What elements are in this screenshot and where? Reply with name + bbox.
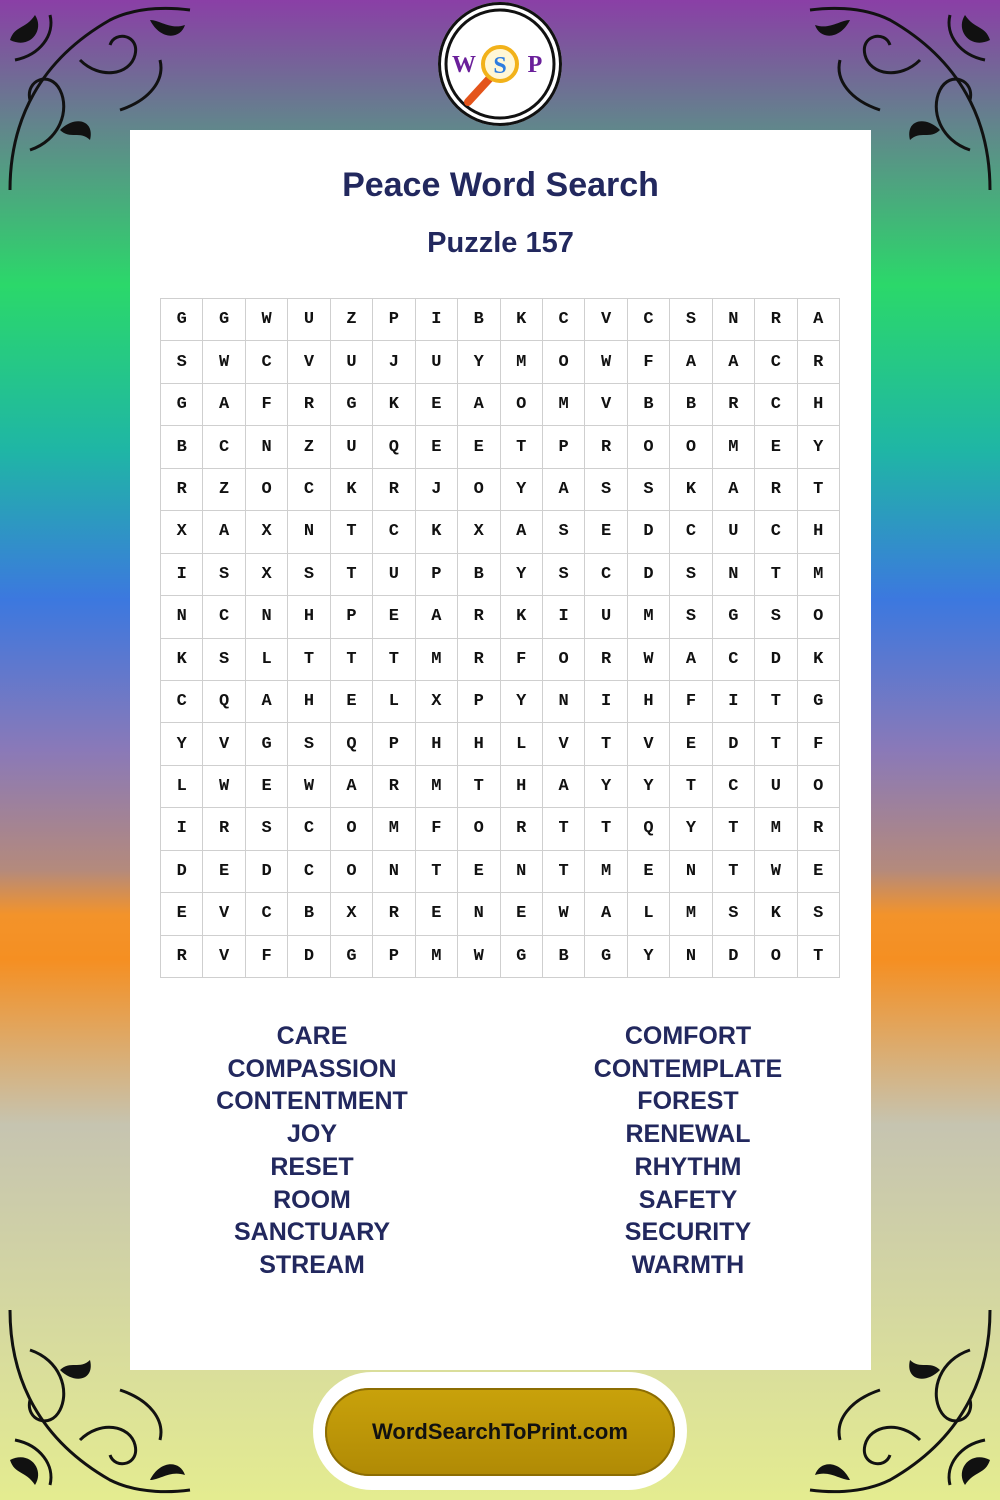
grid-cell[interactable]: T (458, 766, 500, 808)
grid-cell[interactable]: S (670, 596, 712, 638)
grid-cell[interactable]: U (288, 299, 330, 341)
grid-cell[interactable]: V (203, 893, 245, 935)
grid-cell[interactable]: V (628, 723, 670, 765)
grid-cell[interactable]: B (628, 384, 670, 426)
grid-cell[interactable]: L (628, 893, 670, 935)
grid-cell[interactable]: O (798, 766, 840, 808)
grid-cell[interactable]: N (670, 936, 712, 978)
word-item: FOREST (637, 1087, 739, 1116)
grid-cell[interactable]: T (543, 851, 585, 893)
grid-cell[interactable]: M (416, 639, 458, 681)
grid-cell[interactable]: X (246, 554, 288, 596)
grid-cell[interactable]: G (331, 936, 373, 978)
grid-cell[interactable]: Q (628, 808, 670, 850)
grid-cell[interactable]: O (331, 808, 373, 850)
grid-cell[interactable]: U (373, 554, 415, 596)
wsp-logo (438, 2, 562, 126)
grid-cell[interactable]: E (246, 766, 288, 808)
grid-cell[interactable]: W (246, 299, 288, 341)
grid-cell[interactable]: V (585, 384, 627, 426)
grid-cell[interactable]: M (416, 936, 458, 978)
logo-letter: W (452, 52, 476, 78)
grid-cell[interactable]: Y (628, 766, 670, 808)
grid-cell[interactable]: N (458, 893, 500, 935)
grid-cell[interactable]: S (543, 554, 585, 596)
grid-cell[interactable]: I (713, 681, 755, 723)
word-list-right (538, 1020, 838, 1282)
grid-cell[interactable]: H (501, 766, 543, 808)
grid-cell[interactable]: S (203, 639, 245, 681)
grid-cell[interactable]: G (585, 936, 627, 978)
grid-cell[interactable]: C (755, 511, 797, 553)
grid-cell[interactable]: O (331, 851, 373, 893)
grid-cell[interactable]: T (713, 851, 755, 893)
word-item: JOY (286, 1120, 338, 1149)
grid-cell[interactable]: Y (501, 469, 543, 511)
grid-cell[interactable]: U (713, 511, 755, 553)
grid-cell[interactable]: K (373, 384, 415, 426)
grid-cell[interactable]: K (416, 511, 458, 553)
grid-cell[interactable]: Y (670, 808, 712, 850)
grid-cell[interactable]: M (713, 426, 755, 468)
grid-cell[interactable]: R (161, 936, 203, 978)
word-item: SAFETY (638, 1185, 738, 1214)
grid-cell[interactable]: S (203, 554, 245, 596)
grid-cell[interactable]: M (416, 766, 458, 808)
grid-cell[interactable]: E (798, 851, 840, 893)
grid-cell[interactable]: H (288, 681, 330, 723)
grid-cell[interactable]: C (288, 808, 330, 850)
grid-cell[interactable]: T (331, 639, 373, 681)
grid-cell[interactable]: H (458, 723, 500, 765)
grid-cell[interactable]: S (543, 511, 585, 553)
grid-cell[interactable]: E (416, 384, 458, 426)
grid-cell[interactable]: O (543, 639, 585, 681)
grid-cell[interactable]: G (246, 723, 288, 765)
grid-cell[interactable]: O (501, 384, 543, 426)
grid-cell[interactable]: O (543, 341, 585, 383)
grid-cell[interactable]: S (585, 469, 627, 511)
grid-cell[interactable]: W (628, 639, 670, 681)
grid-cell[interactable]: Q (331, 723, 373, 765)
grid-cell[interactable]: Y (798, 426, 840, 468)
grid-cell[interactable]: Q (203, 681, 245, 723)
grid-cell[interactable]: J (373, 341, 415, 383)
grid-cell[interactable]: Y (161, 723, 203, 765)
grid-cell[interactable]: S (246, 808, 288, 850)
grid-cell[interactable]: Y (585, 766, 627, 808)
grid-cell[interactable]: H (416, 723, 458, 765)
grid-cell[interactable]: S (713, 893, 755, 935)
grid-cell[interactable]: T (670, 766, 712, 808)
grid-cell[interactable]: U (331, 426, 373, 468)
grid-cell[interactable]: V (543, 723, 585, 765)
grid-cell[interactable]: A (246, 681, 288, 723)
grid-cell[interactable]: A (713, 341, 755, 383)
word-item: COMFORT (624, 1022, 752, 1050)
grid-cell[interactable]: O (755, 936, 797, 978)
grid-cell[interactable]: G (331, 384, 373, 426)
word-item: RESET (270, 1152, 354, 1181)
grid-cell[interactable]: P (331, 596, 373, 638)
grid-cell[interactable]: R (161, 469, 203, 511)
grid-cell[interactable]: S (670, 299, 712, 341)
grid-cell[interactable]: C (288, 469, 330, 511)
grid-cell[interactable]: C (246, 341, 288, 383)
grid-cell[interactable]: D (628, 511, 670, 553)
grid-cell[interactable]: F (798, 723, 840, 765)
grid-cell[interactable]: R (373, 766, 415, 808)
grid-cell[interactable]: S (161, 341, 203, 383)
grid-cell[interactable]: W (203, 766, 245, 808)
grid-cell[interactable]: N (246, 596, 288, 638)
grid-cell[interactable]: T (331, 554, 373, 596)
word-item: STREAM (259, 1250, 365, 1279)
grid-cell[interactable]: P (373, 723, 415, 765)
grid-cell[interactable]: T (755, 723, 797, 765)
grid-cell[interactable]: M (501, 341, 543, 383)
grid-cell[interactable]: Z (203, 469, 245, 511)
word-item: CONTENTMENT (216, 1087, 408, 1116)
grid-cell[interactable]: A (501, 511, 543, 553)
grid-cell[interactable]: D (755, 639, 797, 681)
grid-cell[interactable]: F (246, 936, 288, 978)
grid-cell[interactable]: V (203, 723, 245, 765)
grid-cell[interactable]: C (585, 554, 627, 596)
grid-cell[interactable]: Z (331, 299, 373, 341)
logo-letter: P (527, 52, 543, 78)
word-item: CARE (276, 1022, 348, 1050)
grid-cell[interactable]: M (373, 808, 415, 850)
grid-cell[interactable]: F (628, 341, 670, 383)
grid-cell[interactable]: R (373, 893, 415, 935)
website-link[interactable]: WordSearchToPrint.com (325, 1388, 675, 1476)
grid-cell[interactable]: N (373, 851, 415, 893)
grid-cell[interactable]: B (458, 299, 500, 341)
grid-cell[interactable]: Y (501, 554, 543, 596)
grid-cell[interactable]: C (373, 511, 415, 553)
grid-cell[interactable]: N (288, 511, 330, 553)
grid-cell[interactable]: A (203, 511, 245, 553)
grid-cell[interactable]: G (161, 384, 203, 426)
grid-cell[interactable]: E (416, 426, 458, 468)
grid-cell[interactable]: X (458, 511, 500, 553)
grid-cell[interactable]: E (670, 723, 712, 765)
grid-cell[interactable]: B (543, 936, 585, 978)
grid-cell[interactable]: C (288, 851, 330, 893)
word-item: RHYTHM (634, 1152, 742, 1181)
grid-cell[interactable]: X (416, 681, 458, 723)
grid-cell[interactable]: M (628, 596, 670, 638)
grid-cell[interactable]: R (585, 639, 627, 681)
grid-cell[interactable]: R (458, 639, 500, 681)
grid-cell[interactable]: R (585, 426, 627, 468)
grid-cell[interactable]: M (670, 893, 712, 935)
grid-cell[interactable]: L (501, 723, 543, 765)
grid-cell[interactable]: C (246, 893, 288, 935)
grid-cell[interactable]: W (203, 341, 245, 383)
grid-cell[interactable]: T (755, 554, 797, 596)
grid-cell[interactable]: D (713, 723, 755, 765)
grid-cell[interactable]: E (585, 511, 627, 553)
grid-cell[interactable]: W (288, 766, 330, 808)
grid-cell[interactable]: D (628, 554, 670, 596)
grid-cell[interactable]: C (203, 596, 245, 638)
grid-cell[interactable]: R (798, 808, 840, 850)
grid-cell[interactable]: V (203, 936, 245, 978)
grid-cell[interactable]: W (755, 851, 797, 893)
grid-cell[interactable]: O (458, 469, 500, 511)
grid-cell[interactable]: P (458, 681, 500, 723)
grid-cell[interactable]: G (798, 681, 840, 723)
grid-cell[interactable]: V (585, 299, 627, 341)
grid-cell[interactable]: R (755, 299, 797, 341)
grid-cell[interactable]: I (161, 808, 203, 850)
grid-cell[interactable]: F (246, 384, 288, 426)
grid-cell[interactable]: C (713, 766, 755, 808)
grid-cell[interactable]: E (755, 426, 797, 468)
word-item: WARMTH (631, 1250, 745, 1279)
grid-cell[interactable]: K (161, 639, 203, 681)
grid-cell[interactable]: S (288, 554, 330, 596)
grid-cell[interactable]: R (755, 469, 797, 511)
grid-cell[interactable]: C (628, 299, 670, 341)
grid-cell[interactable]: L (373, 681, 415, 723)
grid-cell[interactable]: J (416, 469, 458, 511)
word-list-left (162, 1020, 462, 1282)
grid-cell[interactable]: E (331, 681, 373, 723)
grid-cell[interactable]: A (458, 384, 500, 426)
grid-cell[interactable]: H (798, 511, 840, 553)
grid-cell[interactable]: E (501, 893, 543, 935)
grid-cell[interactable]: C (755, 384, 797, 426)
grid-cell[interactable]: C (755, 341, 797, 383)
grid-cell[interactable]: C (543, 299, 585, 341)
grid-cell[interactable]: A (331, 766, 373, 808)
grid-cell[interactable]: W (585, 341, 627, 383)
letter-grid (160, 298, 840, 978)
grid-cell[interactable]: T (373, 639, 415, 681)
word-item: SANCTUARY (233, 1218, 391, 1247)
grid-cell[interactable]: N (161, 596, 203, 638)
grid-cell[interactable]: G (713, 596, 755, 638)
grid-cell[interactable]: O (798, 596, 840, 638)
grid-cell[interactable]: C (203, 426, 245, 468)
grid-cell[interactable]: N (713, 554, 755, 596)
grid-cell[interactable]: Q (373, 426, 415, 468)
grid-cell[interactable]: S (755, 596, 797, 638)
grid-cell[interactable]: O (628, 426, 670, 468)
grid-cell[interactable]: R (458, 596, 500, 638)
grid-cell[interactable]: T (331, 511, 373, 553)
grid-cell[interactable]: U (331, 341, 373, 383)
grid-cell[interactable]: D (713, 936, 755, 978)
grid-cell[interactable]: A (713, 469, 755, 511)
grid-cell[interactable]: C (161, 681, 203, 723)
grid-cell[interactable]: A (670, 639, 712, 681)
grid-cell[interactable]: G (203, 299, 245, 341)
grid-cell[interactable]: K (331, 469, 373, 511)
grid-cell[interactable]: D (161, 851, 203, 893)
word-item: COMPASSION (227, 1054, 397, 1083)
grid-cell[interactable]: Z (288, 426, 330, 468)
grid-cell[interactable]: P (543, 426, 585, 468)
grid-cell[interactable]: K (798, 639, 840, 681)
grid-cell[interactable]: R (798, 341, 840, 383)
grid-cell[interactable]: K (755, 893, 797, 935)
grid-cell[interactable]: T (288, 639, 330, 681)
grid-cell[interactable]: O (458, 808, 500, 850)
grid-cell[interactable]: S (798, 893, 840, 935)
grid-cell[interactable]: T (798, 469, 840, 511)
page-title: Peace Word Search (342, 166, 659, 204)
grid-cell[interactable]: K (501, 596, 543, 638)
grid-cell[interactable]: P (373, 299, 415, 341)
grid-cell[interactable]: B (161, 426, 203, 468)
grid-cell[interactable]: R (288, 384, 330, 426)
grid-cell[interactable]: M (543, 384, 585, 426)
grid-cell[interactable]: R (501, 808, 543, 850)
grid-cell[interactable]: R (203, 808, 245, 850)
grid-cell[interactable]: A (416, 596, 458, 638)
grid-cell[interactable]: P (373, 936, 415, 978)
grid-cell[interactable]: M (585, 851, 627, 893)
grid-cell[interactable]: X (331, 893, 373, 935)
grid-cell[interactable]: X (161, 511, 203, 553)
grid-cell[interactable]: K (501, 299, 543, 341)
word-item: ROOM (273, 1185, 351, 1214)
grid-cell[interactable]: A (543, 766, 585, 808)
grid-cell[interactable]: B (670, 384, 712, 426)
grid-cell[interactable]: A (203, 384, 245, 426)
grid-cell[interactable]: T (585, 723, 627, 765)
grid-cell[interactable]: H (798, 384, 840, 426)
grid-cell[interactable]: O (246, 469, 288, 511)
grid-cell[interactable]: S (670, 554, 712, 596)
grid-cell[interactable]: T (416, 851, 458, 893)
grid-cell[interactable]: E (203, 851, 245, 893)
grid-cell[interactable]: G (501, 936, 543, 978)
grid-cell[interactable]: E (161, 893, 203, 935)
grid-cell[interactable]: L (246, 639, 288, 681)
grid-cell[interactable]: H (628, 681, 670, 723)
grid-cell[interactable]: T (543, 808, 585, 850)
word-item: SECURITY (624, 1218, 752, 1247)
grid-cell[interactable]: N (670, 851, 712, 893)
grid-cell[interactable]: Y (501, 681, 543, 723)
grid-cell[interactable]: Y (458, 341, 500, 383)
grid-cell[interactable]: I (161, 554, 203, 596)
grid-cell[interactable]: R (713, 384, 755, 426)
grid-cell[interactable]: E (458, 426, 500, 468)
grid-cell[interactable]: C (713, 639, 755, 681)
puzzle-number: Puzzle 157 (427, 227, 574, 259)
grid-cell[interactable]: A (670, 341, 712, 383)
grid-cell[interactable]: E (416, 893, 458, 935)
grid-cell[interactable]: F (670, 681, 712, 723)
grid-cell[interactable]: T (798, 936, 840, 978)
grid-cell[interactable]: P (416, 554, 458, 596)
grid-cell[interactable]: C (670, 511, 712, 553)
grid-cell[interactable]: H (288, 596, 330, 638)
grid-cell[interactable]: N (713, 299, 755, 341)
grid-cell[interactable]: I (543, 596, 585, 638)
word-item: RENEWAL (625, 1120, 751, 1149)
word-item: CONTEMPLATE (593, 1054, 783, 1083)
grid-cell[interactable]: B (288, 893, 330, 935)
grid-cell[interactable]: M (755, 808, 797, 850)
grid-cell[interactable]: N (246, 426, 288, 468)
grid-cell[interactable]: U (755, 766, 797, 808)
grid-cell[interactable]: W (458, 936, 500, 978)
grid-cell[interactable]: T (501, 426, 543, 468)
grid-cell[interactable]: T (585, 808, 627, 850)
grid-cell[interactable]: F (416, 808, 458, 850)
grid-cell[interactable]: K (670, 469, 712, 511)
grid-cell[interactable]: U (585, 596, 627, 638)
grid-cell[interactable]: U (416, 341, 458, 383)
grid-cell[interactable]: O (670, 426, 712, 468)
grid-cell[interactable]: R (373, 469, 415, 511)
grid-cell[interactable]: S (628, 469, 670, 511)
grid-cell[interactable]: M (798, 554, 840, 596)
grid-cell[interactable]: D (288, 936, 330, 978)
grid-cell[interactable]: W (543, 893, 585, 935)
grid-cell[interactable]: T (755, 681, 797, 723)
grid-cell[interactable]: A (798, 299, 840, 341)
grid-cell[interactable]: I (585, 681, 627, 723)
grid-cell[interactable]: E (628, 851, 670, 893)
grid-cell[interactable]: B (458, 554, 500, 596)
grid-cell[interactable]: G (161, 299, 203, 341)
grid-cell[interactable]: E (373, 596, 415, 638)
grid-cell[interactable]: I (416, 299, 458, 341)
logo-letter: S (493, 53, 507, 79)
grid-cell[interactable]: N (501, 851, 543, 893)
grid-cell[interactable]: D (246, 851, 288, 893)
grid-cell[interactable]: L (161, 766, 203, 808)
grid-cell[interactable]: A (543, 469, 585, 511)
grid-cell[interactable]: X (246, 511, 288, 553)
grid-cell[interactable]: E (458, 851, 500, 893)
grid-cell[interactable]: S (288, 723, 330, 765)
grid-cell[interactable]: V (288, 341, 330, 383)
grid-cell[interactable]: F (501, 639, 543, 681)
magnifier-logo-icon (438, 2, 562, 126)
grid-cell[interactable]: N (543, 681, 585, 723)
grid-cell[interactable]: T (713, 808, 755, 850)
grid-cell[interactable]: Y (628, 936, 670, 978)
grid-cell[interactable]: A (585, 893, 627, 935)
